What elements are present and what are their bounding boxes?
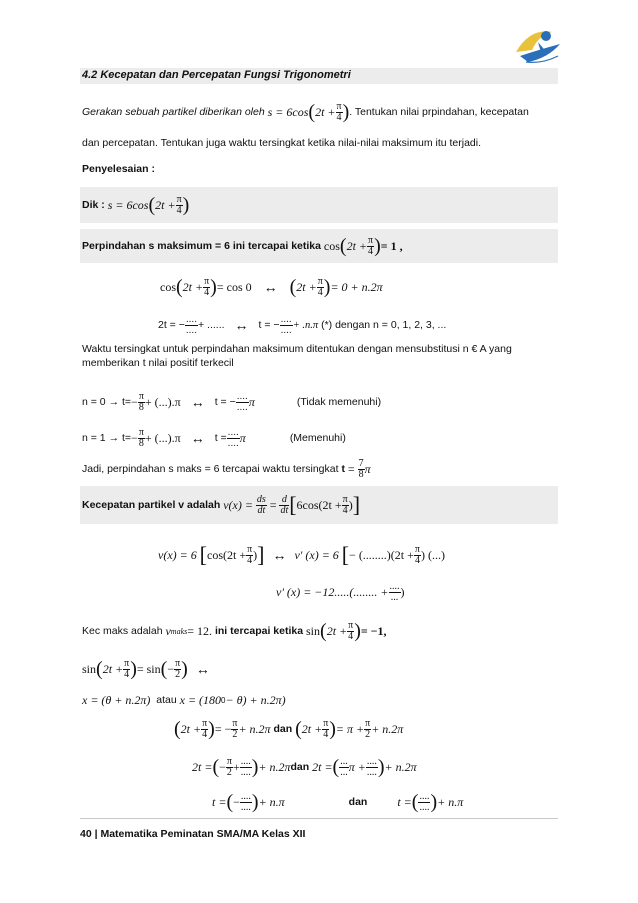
equation-sin: sin ( 2t + $\frac{\pi}{4}$ ) = sin ( − $\frac{\pi}{2}$ ) ↔ <box>82 657 210 680</box>
equation-x-theta: x = (θ + n.2π) atau x = (180 0 − θ) + n.2π) <box>82 692 286 707</box>
equation-vx: v(x) = 6 [ cos(2t + $\frac{\pi}{4}$ ) ] ↔ v' (x) = 6 [ − (........)(2t + $\frac{\pi}{4}$ ) (...) <box>158 542 445 567</box>
dik-line: Dik : s = 6cos ( 2t + $\frac{\pi}{4}$ ) <box>82 193 190 216</box>
kec-maks-line: Kec maks adalah v maks = 12. ini tercapai ketika sin ( 2t + $\frac{\pi}{4}$ ) = −1, <box>82 619 387 642</box>
problem-line1: Gerakan sebuah partikel diberikan oleh s = 6cos ( 2t + $\frac{\pi}{4}$ ) . Tentukan nilai prpindahan, kecepatan <box>82 100 529 123</box>
problem-line2: dan percepatan. Tentukan juga waktu tersingkat ketika nilai-nilai maksimum itu terjadi. <box>82 137 482 149</box>
logo <box>508 22 568 70</box>
logo-icon <box>508 22 568 70</box>
equation-cos-zero: cos ( 2t + $\frac{\pi}{4}$ ) = cos 0 ↔ ( 2t + $\frac{\pi}{4}$ ) = 0 + n.2π <box>160 275 383 298</box>
equation-2t-pi: ( 2t + $\frac{\pi}{4}$ ) = − $\frac{\pi}{2}$ + n.2π dan ( 2t + $\frac{\pi}{4}$ ) = π + $\frac{\pi}{2}$ + n.2π <box>174 717 404 740</box>
equation-2t-solve: 2t = ( − $\frac{\pi}{2}$ + .... .... ) + n.2π dan 2t = ( ... ... π + .... .... ) + n.2π <box>192 755 417 778</box>
case-n0: n = 0 → t= − $\frac{\pi}{8}$ + (...).π ↔ t = − .... .... π (Tidak memenuhi) <box>82 390 382 413</box>
waktu-line2: memberikan t nilai positif terkecil <box>82 357 234 369</box>
footer-divider <box>80 818 558 819</box>
perpindahan-line: Perpindahan s maksimum = 6 ini tercapai ketika cos ( 2t + $\frac{\pi}{4}$ ) = 1 , <box>82 234 403 257</box>
equation-2t: 2t = − .... .... + ...... ↔ t = − .... .... + .n.π (*) dengan n = 0, 1, 2, 3, ... <box>158 313 447 336</box>
page-footer: 40 | Matematika Peminatan SMA/MA Kelas XII <box>80 828 306 840</box>
section-title: 4.2 Kecepatan dan Percepatan Fungsi Trigonometri <box>82 69 351 81</box>
waktu-line1: Waktu tersingkat untuk perpindahan maksimum ditentukan dengan mensubstitusi n € A yang <box>82 343 512 355</box>
jadi-line: Jadi, perpindahan s maks = 6 tercapai waktu tersingkat t = $\frac{7}{8}$ π <box>82 457 371 480</box>
equation-vprime: v' (x) = −12.....(........ + .... ... ) <box>276 580 405 603</box>
kecepatan-line: Kecepatan partikel v adalah v(x) = $\frac{ds}{dt}$ = $\frac{d}{dt}$ [ 6cos(2t + $\frac{\pi}{4}$ ) ] <box>82 492 361 517</box>
solution-heading: Penyelesaian : <box>82 163 155 175</box>
case-n1: n = 1 → t= − $\frac{\pi}{8}$ + (...).π ↔ t = .... .... π (Memenuhi) <box>82 426 346 449</box>
equation-t-final: t = ( − .... .... ) + n.π dan t = ( .... .... ) + n.π <box>212 790 464 813</box>
